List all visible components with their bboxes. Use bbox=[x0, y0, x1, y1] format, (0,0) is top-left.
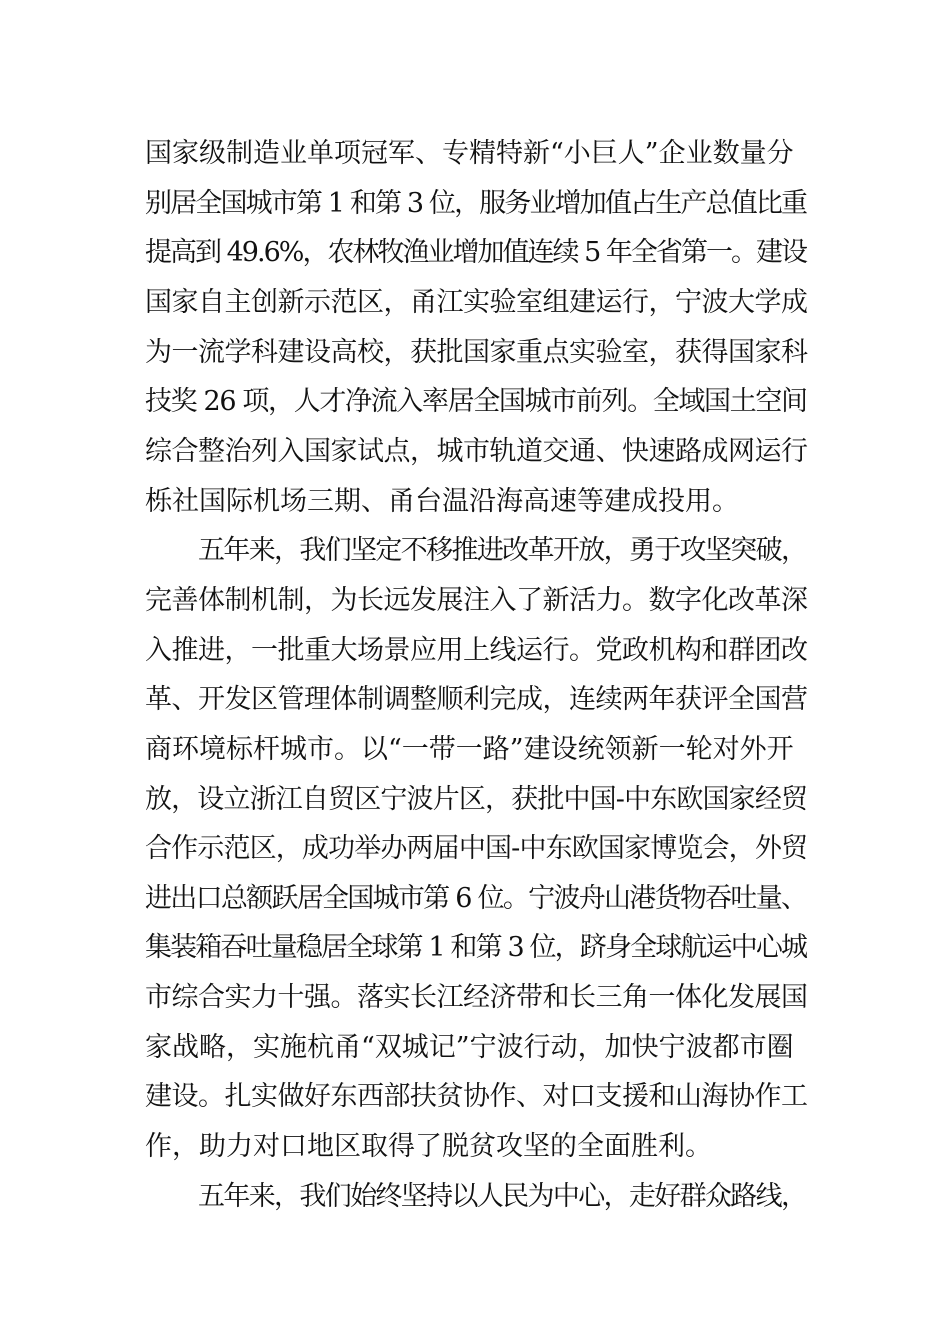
text-line: 作，助力对口地区取得了脱贫攻坚的全面胜利。 bbox=[145, 1131, 712, 1162]
text-line: 家战略，实施杭甬“双城记”宁波行动，加快宁波都市圈 bbox=[145, 1032, 794, 1063]
paragraph-start-line: 五年来，我们始终坚持以人民为中心，走好群众路线， bbox=[198, 1181, 807, 1212]
text-line: 国家级制造业单项冠军、专精特新“小巨人”企业数量分 bbox=[145, 138, 794, 169]
text-line: 别居全国城市第 1 和第 3 位，服务业增加值占生产总值比重 bbox=[145, 188, 807, 219]
text-line: 完善体制机制，为长远发展注入了新活力。数字化改革深 bbox=[145, 585, 808, 616]
text-line: 商环境标杆城市。以“一带一路”建设统领新一轮对外开 bbox=[145, 734, 794, 765]
text-line: 合作示范区，成功举办两届中国-中东欧国家博览会，外贸 bbox=[145, 833, 808, 864]
text-line: 放，设立浙江自贸区宁波片区，获批中国-中东欧国家经贸 bbox=[145, 784, 808, 815]
text-line: 为一流学科建设高校，获批国家重点实验室，获得国家科 bbox=[145, 337, 808, 368]
text-line: 革、开发区管理体制调整顺利完成，连续两年获评全国营 bbox=[145, 684, 808, 715]
text-line: 入推进，一批重大场景应用上线运行。党政机构和群团改 bbox=[145, 635, 808, 666]
paragraph-start-line: 五年来，我们坚定不移推进改革开放，勇于攻坚突破， bbox=[198, 535, 807, 566]
text-line: 集装箱吞吐量稳居全球第 1 和第 3 位，跻身全球航运中心城 bbox=[145, 932, 807, 963]
text-line: 国家自主创新示范区，甬江实验室组建运行，宁波大学成 bbox=[145, 287, 808, 318]
text-line: 提高到 49.6%，农林牧渔业增加值连续 5 年全省第一。建设 bbox=[145, 237, 807, 268]
text-line: 进出口总额跃居全国城市第 6 位。宁波舟山港货物吞吐量、 bbox=[145, 883, 807, 914]
text-line: 技奖 26 项，人才净流入率居全国城市前列。全域国土空间 bbox=[145, 386, 807, 417]
text-line: 栎社国际机场三期、甬台温沿海高速等建成投用。 bbox=[145, 486, 739, 517]
text-line: 建设。扎实做好东西部扶贫协作、对口支援和山海协作工 bbox=[145, 1081, 808, 1112]
text-line: 综合整治列入国家试点，城市轨道交通、快速路成网运行 bbox=[145, 436, 808, 467]
text-line: 市综合实力十强。落实长江经济带和长三角一体化发展国 bbox=[145, 982, 808, 1013]
